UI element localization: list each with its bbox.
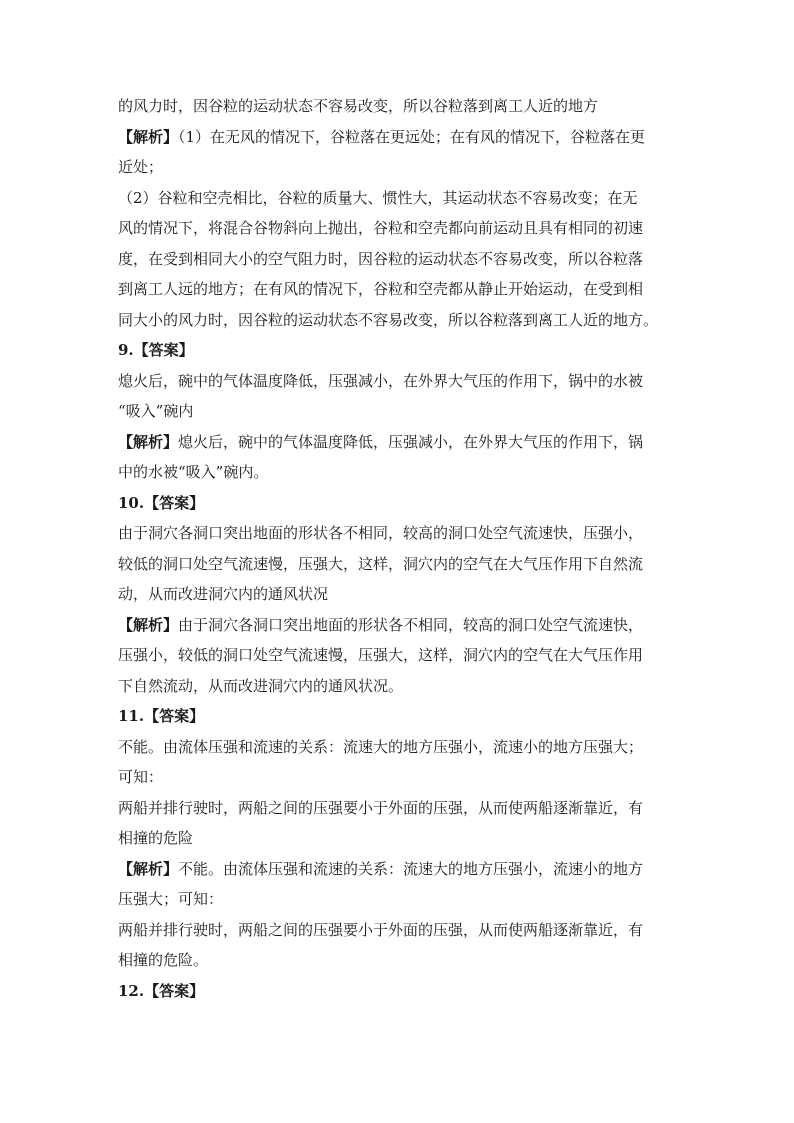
- text-line: [118, 640, 688, 671]
- text-line: [118, 366, 688, 397]
- line-text: 中的水被“吸入”碗内。: [118, 463, 269, 481]
- analysis-label: 【解析】: [118, 615, 179, 634]
- line-text: 相撞的危险。: [118, 951, 209, 969]
- text-line: [118, 732, 688, 763]
- text-line: [118, 549, 688, 580]
- text-line: [118, 91, 688, 122]
- text-line: [118, 518, 688, 549]
- text-line: [118, 579, 688, 610]
- line-text: 度，在受到相同大小的空气阻力时，因谷粒的运动状态不容易改变，所以谷粒落: [118, 249, 644, 268]
- line-text: 下自然流动，从而改进洞穴内的通风状况。: [118, 676, 404, 695]
- analysis-label: 【解析】: [118, 432, 179, 451]
- text-line: [118, 152, 688, 183]
- answer-heading: 9.【答案】: [118, 341, 194, 359]
- text-line: [118, 396, 688, 427]
- text-line: [118, 274, 688, 305]
- line-text: 由于洞穴各洞口突出地面的形状各不相同，较高的洞口处空气流速快，: [178, 615, 644, 634]
- answer-heading: 10.【答案】: [118, 493, 205, 512]
- line-text: 同大小的风力时，因谷粒的运动状态不容易改变，所以谷粒落到离工人近的地方。: [118, 310, 659, 329]
- line-text: （2）谷粒和空壳相比，谷粒的质量大、惯性大，其运动状态不容易改变；在无: [118, 188, 638, 207]
- text-line: [118, 457, 688, 488]
- text-line: [118, 762, 688, 793]
- line-text: 的风力时，因谷粒的运动状态不容易改变，所以谷粒落到离工人近的地方: [118, 97, 599, 115]
- line-text: 相撞的危险: [118, 829, 194, 847]
- line-text: 两船并排行驶时，两船之间的压强要小于外面的压强，从而使两船逐渐靠近，有: [118, 920, 644, 939]
- line-text: 动，从而改进洞穴内的通风状况: [118, 585, 329, 603]
- analysis-line: [118, 122, 688, 153]
- text-line: [118, 884, 688, 915]
- text-line: [118, 305, 688, 336]
- document-page: [118, 91, 688, 1006]
- text-line: [118, 213, 688, 244]
- line-text: 近处；: [118, 158, 164, 176]
- line-text: “吸入”碗内: [118, 402, 194, 420]
- text-line: [118, 793, 688, 824]
- line-text: 熄火后，碗中的气体温度降低，压强减小，在外界大气压的作用下，锅中的水被: [118, 371, 644, 390]
- analysis-line: [118, 610, 688, 641]
- text-line: [118, 244, 688, 275]
- line-text: 可知：: [118, 768, 164, 786]
- text-line: [118, 183, 688, 214]
- line-text: 压强小，较低的洞口处空气流速慢，压强大，这样，洞穴内的空气在大气压作用: [118, 646, 644, 664]
- text-line: [118, 671, 688, 702]
- line-text: （1）在无风的情况下，谷粒落在更远处；在有风的情况下，谷粒落在更: [178, 127, 646, 146]
- line-text: 压强大；可知：: [118, 890, 224, 908]
- line-text: 不能。由流体压强和流速的关系：流速大的地方压强小，流速小的地方压强大；: [118, 737, 644, 756]
- line-text: 较低的洞口处空气流速慢，压强大，这样，洞穴内的空气在大气压作用下自然流: [118, 554, 644, 573]
- text-line: [118, 945, 688, 976]
- analysis-line: [118, 427, 688, 458]
- line-text: 风的情况下，将混合谷物斜向上抛出，谷粒和空壳都向前运动且具有相同的初速: [118, 219, 644, 237]
- line-text: 熄火后，碗中的气体温度降低，压强减小，在外界大气压的作用下，锅: [178, 432, 644, 451]
- text-line: [118, 915, 688, 946]
- line-text: 不能。由流体压强和流速的关系：流速大的地方压强小，流速小的地方: [178, 859, 644, 878]
- line-text: 到离工人远的地方；在有风的情况下，谷粒和空壳都从静止开始运动，在受到相: [118, 280, 644, 298]
- analysis-label: 【解析】: [118, 127, 179, 146]
- answer-heading: 11.【答案】: [118, 707, 205, 725]
- line-text: 两船并排行驶时，两船之间的压强要小于外面的压强，从而使两船逐渐靠近，有: [118, 798, 644, 817]
- analysis-line: [118, 854, 688, 885]
- text-line: [118, 823, 688, 854]
- analysis-label: 【解析】: [118, 859, 179, 878]
- line-text: 由于洞穴各洞口突出地面的形状各不相同，较高的洞口处空气流速快，压强小，: [118, 524, 644, 542]
- answer-heading: 12.【答案】: [118, 981, 205, 1000]
